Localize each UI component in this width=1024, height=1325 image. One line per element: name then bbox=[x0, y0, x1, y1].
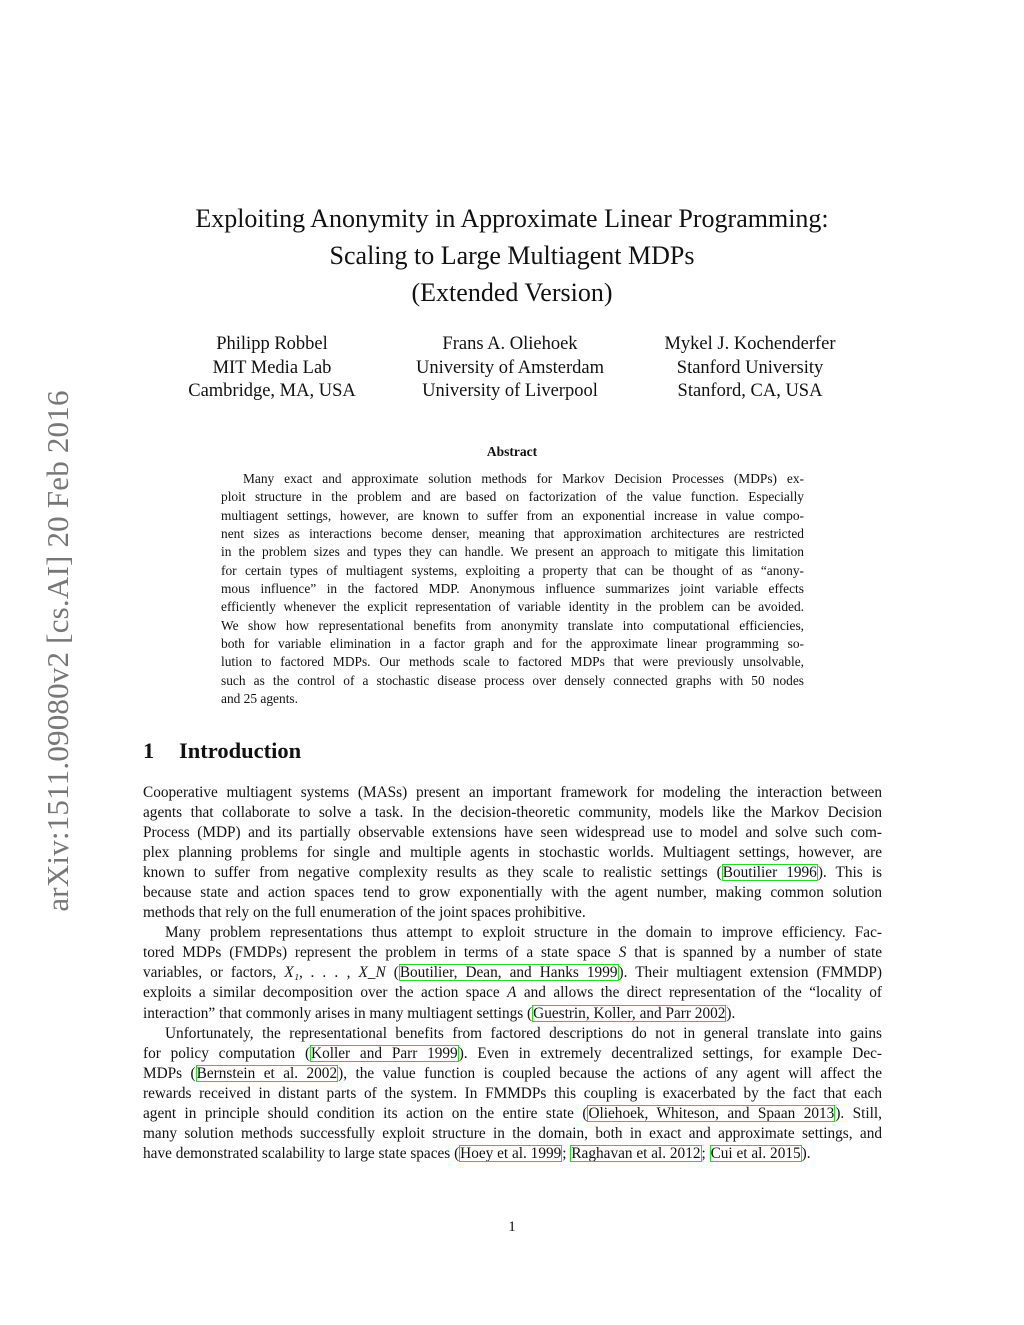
arxiv-stamp: arXiv:1511.09080v2 [cs.AI] 20 Feb 2016 bbox=[40, 390, 75, 912]
abstract-line: such as the control of a stochastic disease process over densely connected graphs with 50 nodes bbox=[221, 672, 804, 688]
body-line: rewards received in distant parts of the system. In FMMDPs this coupling is exacerbated by the fact that each bbox=[143, 1084, 882, 1102]
author-name: Mykel J. Kochenderfer bbox=[664, 334, 836, 354]
math-expression: X₁, . . . , X_N bbox=[284, 964, 386, 982]
citation-link[interactable]: Boutilier, Dean, and Hanks 1999 bbox=[399, 964, 618, 982]
author-affiliation: University of Amsterdam bbox=[415, 357, 605, 378]
body-line: agents that collaborate to solve a task. In the decision-theoretic community, models like the Markov Decision bbox=[143, 804, 882, 822]
body-line: methods that rely on the full enumeration of the joint spaces prohibitive. bbox=[143, 904, 586, 922]
body-line: for policy computation (Koller and Parr 1999). Even in extremely decentralized settings, for example Dec- bbox=[143, 1044, 882, 1062]
math-symbol: A bbox=[507, 984, 517, 1002]
intro-body bbox=[143, 783, 882, 1164]
author-affiliation: Stanford University bbox=[676, 357, 824, 378]
abstract-line: mous influence” in the factored MDP. Anonymous influence summarizes joint variable effects bbox=[221, 581, 804, 597]
citation-link[interactable]: Bernstein et al. 2002 bbox=[196, 1064, 338, 1082]
section-title: Introduction bbox=[179, 738, 302, 763]
body-line: interaction” that commonly arises in many multiagent settings (Guestrin, Koller, and Parr 2002). bbox=[143, 1004, 736, 1022]
body-line: Cooperative multiagent systems (MASs) present an important framework for modeling the interaction between bbox=[143, 784, 882, 801]
author-block bbox=[172, 333, 372, 404]
page-number: 1 bbox=[508, 1219, 516, 1235]
paper-title bbox=[142, 200, 882, 311]
author-affiliation: Cambridge, MA, USA bbox=[188, 381, 356, 401]
abstract-heading: Abstract bbox=[486, 444, 538, 459]
citation-link[interactable]: Cui et al. 2015 bbox=[710, 1144, 801, 1162]
citation-link[interactable]: Boutilier 1996 bbox=[722, 864, 817, 882]
title-line: Scaling to Large Multiagent MDPs bbox=[329, 241, 695, 270]
author-affiliation: MIT Media Lab bbox=[212, 357, 332, 378]
title-line: Exploiting Anonymity in Approximate Linear Programming: bbox=[195, 204, 829, 233]
abstract-line: Many exact and approximate solution methods for Markov Decision Processes (MDPs) ex- bbox=[243, 471, 804, 486]
abstract-line: in the problem sizes and types they can handle. We present an approach to mitigate this limitation bbox=[221, 544, 804, 560]
section-heading bbox=[143, 738, 301, 764]
author-name: Frans A. Oliehoek bbox=[442, 334, 578, 354]
body-line: because state and action spaces tend to grow exponentially with the agent number, making common solution bbox=[143, 884, 882, 902]
title-line: (Extended Version) bbox=[411, 278, 613, 307]
abstract-line: and 25 agents. bbox=[221, 691, 298, 707]
math-symbol: S bbox=[618, 944, 627, 962]
author-block bbox=[640, 333, 860, 404]
abstract-body bbox=[221, 470, 804, 708]
author-name: Philipp Robbel bbox=[216, 334, 328, 354]
abstract-line: for certain types of multiagent systems, exploiting a property that can be thought of as “anony- bbox=[221, 562, 804, 578]
abstract-line: nent sizes as interactions become denser, meaning that approximation architectures are restricted bbox=[221, 526, 804, 542]
author-affiliation: University of Liverpool bbox=[422, 381, 598, 401]
body-line: plex planning problems for single and multiple agents in stochastic worlds. Multiagent settings, however, are bbox=[143, 844, 882, 862]
body-line: Unfortunately, the representational benefits from factored descriptions do not in general translate into gains bbox=[165, 1024, 882, 1042]
body-line: many solution methods successfully exploit structure in the domain, both in exact and approximate settings, and bbox=[143, 1124, 882, 1142]
author-block bbox=[395, 333, 625, 404]
abstract-line: efficiently whenever the explicit representation of variable identity in the problem can be avoided. bbox=[221, 599, 804, 615]
citation-link[interactable]: Koller and Parr 1999 bbox=[311, 1044, 458, 1062]
abstract-line: multiagent settings, however, are known to suffer from an exponential increase in value compo- bbox=[221, 507, 804, 523]
author-affiliation: Stanford, CA, USA bbox=[677, 381, 823, 401]
body-line: exploits a similar decomposition over the action space A and allows the direct representation of the “locality of bbox=[143, 984, 883, 1002]
citation-link[interactable]: Hoey et al. 1999 bbox=[460, 1144, 562, 1162]
body-line: have demonstrated scalability to large state spaces (Hoey et al. 1999; Raghavan et al. 2012; Cui et al. 2015). bbox=[143, 1144, 811, 1162]
abstract-line: ploit structure in the problem and are based on factorization of the value function. Especially bbox=[221, 489, 804, 505]
section-number: 1 bbox=[143, 738, 155, 763]
body-line: variables, or factors, X₁, . . . , X_N (Boutilier, Dean, and Hanks 1999). Their multiagent extension (FMMDP) bbox=[143, 964, 882, 982]
abstract-line: We show how representational benefits from anonymity translate into computational efficiencies, bbox=[221, 617, 804, 633]
body-line: MDPs (Bernstein et al. 2002), the value function is coupled because the actions of any agent will affect the bbox=[143, 1064, 882, 1082]
citation-link[interactable]: Guestrin, Koller, and Parr 2002 bbox=[533, 1004, 726, 1022]
body-line: known to suffer from negative complexity results as they scale to realistic settings (Boutilier 1996). This is bbox=[143, 864, 882, 882]
abstract-line: lution to factored MDPs. Our methods scale to factored MDPs that were previously unsolvable, bbox=[221, 654, 804, 670]
citation-link[interactable]: Raghavan et al. 2012 bbox=[571, 1144, 701, 1162]
body-line: Process (MDP) and its partially observable extensions have seen widespread use to model and solve such com- bbox=[143, 824, 882, 842]
abstract-line: both for variable elimination in a factor graph and for the approximate linear programming so- bbox=[221, 636, 804, 652]
body-line: agent in principle should condition its action on the entire state (Oliehoek, Whiteson, and Spaan 2013). Still, bbox=[143, 1104, 882, 1122]
citation-link[interactable]: Oliehoek, Whiteson, and Spaan 2013 bbox=[588, 1104, 835, 1122]
body-line: Many problem representations thus attempt to exploit structure in the domain to improve efficiency. Fac- bbox=[165, 924, 882, 942]
body-line: tored MDPs (FMDPs) represent the problem in terms of a state space S that is spanned by a number of state bbox=[143, 944, 882, 962]
